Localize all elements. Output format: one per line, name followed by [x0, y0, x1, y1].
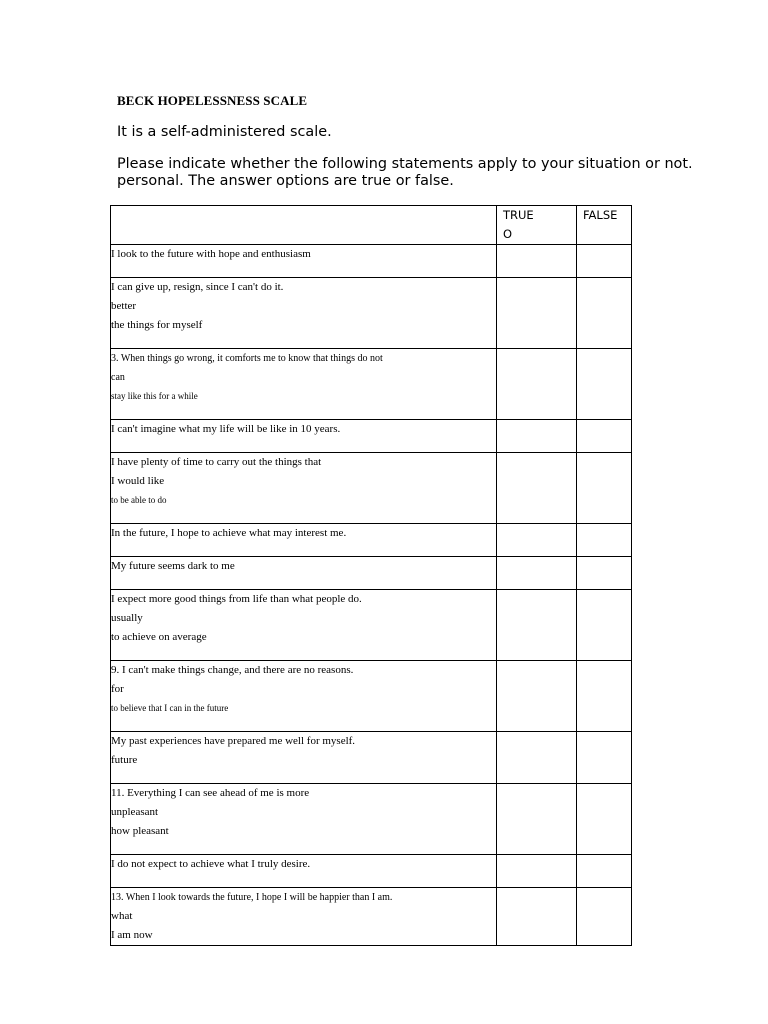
false-answer-cell[interactable] — [577, 453, 632, 524]
false-answer-cell[interactable] — [577, 245, 632, 278]
true-header-cell — [497, 206, 577, 245]
statement-cell — [111, 732, 497, 784]
statement-line: usually — [111, 612, 143, 624]
false-answer-cell[interactable] — [577, 732, 632, 784]
table-header-row — [111, 206, 632, 245]
false-answer-cell[interactable] — [577, 661, 632, 732]
table-row — [111, 245, 632, 278]
true-answer-cell[interactable] — [497, 349, 577, 420]
statement-line: I can't imagine what my life will be like in 10 years. — [111, 423, 341, 435]
false-answer-cell[interactable] — [577, 420, 632, 453]
true-answer-cell[interactable] — [497, 557, 577, 590]
false-header-cell — [577, 206, 632, 245]
statement-line: future — [111, 754, 138, 766]
statement-line: I can give up, resign, since I can't do it. — [111, 281, 284, 293]
table-row — [111, 855, 632, 888]
true-answer-cell[interactable] — [497, 855, 577, 888]
false-answer-cell[interactable] — [577, 784, 632, 855]
statement-cell — [111, 557, 497, 590]
true-answer-cell[interactable] — [497, 420, 577, 453]
statement-line: what — [111, 910, 133, 922]
statement-line: the things for myself — [111, 319, 203, 331]
true-answer-cell[interactable] — [497, 453, 577, 524]
statement-cell — [111, 661, 497, 732]
statement-cell — [111, 524, 497, 557]
table-row — [111, 278, 632, 349]
true-header-line: O — [503, 227, 513, 241]
false-answer-cell[interactable] — [577, 524, 632, 557]
statement-line: I expect more good things from life than what people do. — [111, 593, 362, 605]
statement-cell — [111, 420, 497, 453]
statement-line: 9. I can't make things change, and there are no reasons. — [111, 664, 354, 676]
true-answer-cell[interactable] — [497, 245, 577, 278]
true-answer-cell[interactable] — [497, 590, 577, 661]
true-answer-cell[interactable] — [497, 278, 577, 349]
table-row — [111, 732, 632, 784]
statement-line: unpleasant — [111, 806, 159, 818]
statement-cell — [111, 453, 497, 524]
page-title: BECK HOPELESSNESS SCALE — [117, 93, 308, 108]
statement-line: I look to the future with hope and enthusiasm — [111, 248, 311, 260]
statement-cell — [111, 855, 497, 888]
statement-cell — [111, 349, 497, 420]
statement-line: stay like this for a while — [111, 391, 198, 401]
table-row — [111, 590, 632, 661]
instructions-text — [117, 156, 717, 190]
statement-line: My past experiences have prepared me well for myself. — [111, 735, 356, 747]
statement-line: for — [111, 683, 124, 695]
statement-line: to believe that I can in the future — [111, 703, 229, 713]
false-answer-cell[interactable] — [577, 888, 632, 946]
false-answer-cell[interactable] — [577, 590, 632, 661]
statement-line: 13. When I look towards the future, I hope I will be happier than I am. — [111, 892, 393, 903]
statement-cell — [111, 888, 497, 946]
table-row — [111, 524, 632, 557]
statement-line: I would like — [111, 475, 165, 487]
true-header-line: TRUE — [503, 208, 534, 222]
true-answer-cell[interactable] — [497, 661, 577, 732]
statement-line: can — [111, 372, 125, 383]
false-answer-cell[interactable] — [577, 278, 632, 349]
statement-line: how pleasant — [111, 825, 169, 837]
statement-cell — [111, 245, 497, 278]
statement-cell — [111, 590, 497, 661]
hopelessness-scale-table — [110, 205, 632, 946]
true-answer-cell[interactable] — [497, 524, 577, 557]
instructions-line: personal. The answer options are true or false. — [117, 173, 454, 189]
statement-header-cell — [111, 206, 497, 245]
false-answer-cell[interactable] — [577, 855, 632, 888]
true-answer-cell[interactable] — [497, 888, 577, 946]
statement-line: My future seems dark to me — [111, 560, 235, 572]
statement-line: to achieve on average — [111, 631, 207, 643]
false-header-label: FALSE — [583, 208, 618, 222]
true-answer-cell[interactable] — [497, 732, 577, 784]
false-answer-cell[interactable] — [577, 349, 632, 420]
statement-line: In the future, I hope to achieve what may interest me. — [111, 527, 347, 539]
statement-line: 11. Everything I can see ahead of me is more — [111, 787, 310, 799]
statement-line: I have plenty of time to carry out the things that — [111, 456, 322, 468]
statement-cell — [111, 784, 497, 855]
false-answer-cell[interactable] — [577, 557, 632, 590]
table-row — [111, 888, 632, 946]
statement-line: better — [111, 300, 137, 312]
statement-cell — [111, 278, 497, 349]
true-header-label — [497, 206, 576, 244]
intro-text: It is a self-administered scale. — [117, 124, 332, 140]
true-answer-cell[interactable] — [497, 784, 577, 855]
statement-line: 3. When things go wrong, it comforts me to know that things do not — [111, 353, 383, 364]
instructions-line: Please indicate whether the following statements apply to your situation or not. — [117, 156, 693, 172]
table-row — [111, 784, 632, 855]
table-row — [111, 661, 632, 732]
statement-line: I do not expect to achieve what I truly desire. — [111, 858, 311, 870]
statement-line: I am now — [111, 929, 153, 941]
table-row — [111, 557, 632, 590]
table-row — [111, 453, 632, 524]
table-row — [111, 420, 632, 453]
statement-line: to be able to do — [111, 495, 167, 505]
table-row — [111, 349, 632, 420]
